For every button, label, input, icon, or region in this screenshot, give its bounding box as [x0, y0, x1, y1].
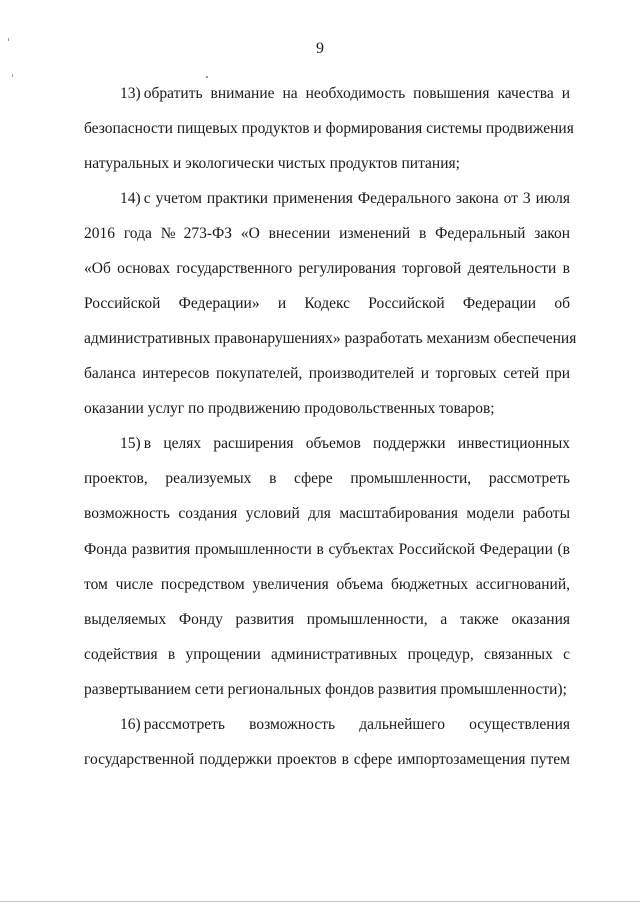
text-line: развертыванием сети региональных фондов развития промышленности);: [84, 681, 567, 698]
text-line: 13) обратить внимание на необходимость повышения качества и: [120, 85, 570, 102]
text-line: выделяемых Фонду развития промышленности, а также оказания: [84, 611, 570, 628]
scan-mark: [206, 76, 208, 78]
text-line: оказании услуг по продвижению продовольственных товаров;: [84, 400, 495, 417]
text-line: 15) в целях расширения объемов поддержки инвестиционных: [120, 435, 570, 452]
scan-mark: [12, 74, 13, 77]
bottom-edge-line: [0, 901, 640, 902]
text-line: «Об основах государственного регулирования торговой деятельности в: [84, 260, 570, 277]
text-line: Фонда развития промышленности в субъектах Российской Федерации (в: [84, 541, 570, 558]
text-line: натуральных и экологически чистых продуктов питания;: [84, 155, 460, 172]
text-line: безопасности пищевых продуктов и формирования системы продвижения: [84, 120, 574, 137]
text-line: возможность создания условий для масштабирования модели работы: [84, 505, 570, 522]
text-line: баланса интересов покупателей, производителей и торговых сетей при: [84, 365, 570, 382]
page-number: 9: [316, 40, 324, 57]
scan-mark: [8, 38, 9, 41]
text-line: 2016 года № 273-ФЗ «О внесении изменений в Федеральный закон: [84, 225, 570, 242]
text-line: содействия в упрощении административных процедур, связанных с: [84, 646, 570, 663]
text-line: проектов, реализуемых в сфере промышленности, рассмотреть: [84, 470, 570, 487]
text-line: административных правонарушениях» разработать механизм обеспечения: [84, 330, 577, 347]
text-line: 14) с учетом практики применения Федерального закона от 3 июля: [120, 190, 570, 207]
text-line: 16) рассмотреть возможность дальнейшего осуществления: [120, 716, 570, 733]
text-line: Российской Федерации» и Кодекс Российской Федерации об: [84, 295, 570, 312]
text-line: государственной поддержки проектов в сфере импортозамещения путем: [84, 751, 570, 768]
text-line: том числе посредством увеличения объема бюджетных ассигнований,: [84, 576, 570, 593]
